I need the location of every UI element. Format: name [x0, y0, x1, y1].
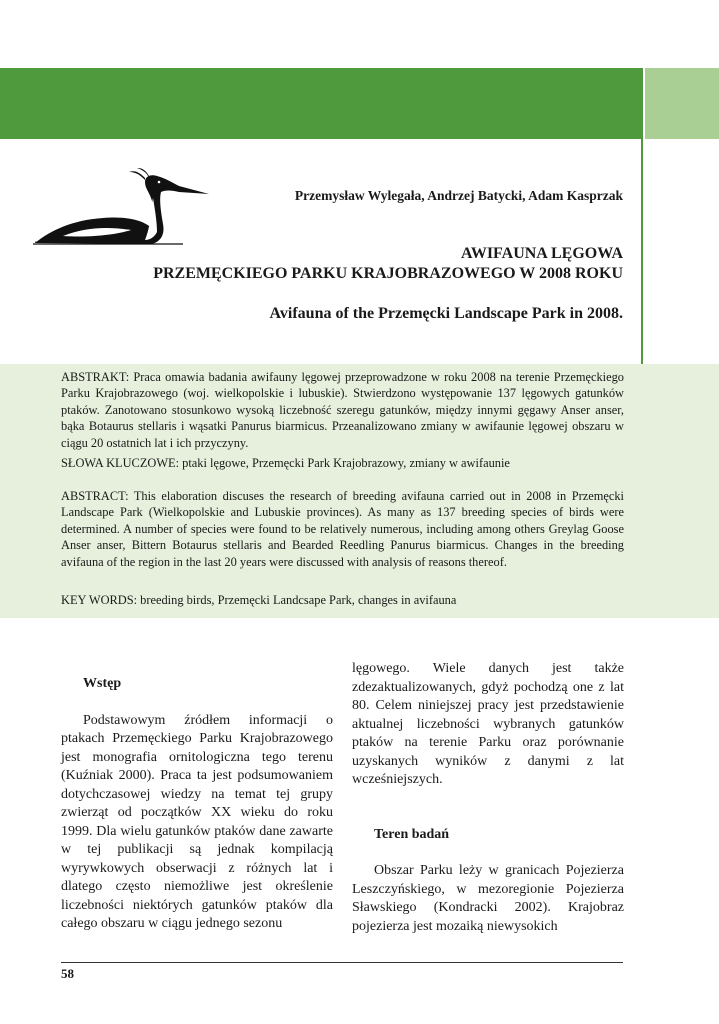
- keywords-english: KEY WORDS: breeding birds, Przemęcki Landcsape Park, changes in avifauna: [61, 593, 457, 607]
- body-column-left: [61, 660, 333, 934]
- body-column-right: [352, 660, 624, 936]
- journal-name: Przegląd Przyrodniczy: [433, 162, 547, 176]
- study-area-paragraph: Obszar Parku leży w granicach Pojezierza Leszczyńskiego, w mezoregionie Pojezierza Sławskiego (Kondracki 2002). Krajobraz pojezierza jest mozaiką niewysokich: [352, 863, 624, 934]
- footer-rule: [61, 962, 623, 963]
- page-number: 58: [61, 966, 74, 981]
- keywords-polish: SŁOWA KLUCZOWE: ptaki lęgowe, Przemęcki Park Krajobrazowy, zmiany w awifaunie: [61, 456, 510, 470]
- header-tab: [645, 68, 719, 139]
- section-heading-study-area: Teren badań: [374, 826, 450, 842]
- abstract-english: ABSTRACT: This elaboration discuses the research of breeding avifauna carried out in 2008 in Przemęcki Landscape Park (Wielkopolskie and Lubuskie provinces). As many as 137 breeding species of birds were determined. A number of species were found to be relatively numerous, including among others Greylag Goose Anser anser, Bittern Botaurus stellaris and Bearded Reedling Panurus biarmicus. Changes in the breeding avifauna of the region in the last 20 years were discussed with analysis of reasons thereof.: [61, 489, 624, 569]
- header-band: [0, 68, 643, 192]
- title-polish-line1: AWIFAUNA LĘGOWA: [461, 245, 623, 262]
- title-polish: [63, 244, 623, 284]
- intro-paragraph-continued: lęgowego. Wiele danych jest także zdezaktualizowanych, gdyż pochodzą one z lat 80. Celem niniejszej pracy jest przedstawienie aktualnej liczebności wybranych gatunków ptaków na terenie Parku oraz porównanie uzyskanych wyników z danymi z lat wcześniejszych.: [352, 661, 624, 787]
- authors: Przemysław Wylegała, Andrzej Batycki, Adam Kasprzak: [294, 188, 623, 203]
- margin-rule: [641, 139, 643, 364]
- title-polish-line2: PRZEMĘCKIEGO PARKU KRAJOBRAZOWEGO W 2008 ROKU: [153, 265, 623, 282]
- title-english: Avifauna of the Przemęcki Landscape Park in 2008.: [269, 305, 623, 322]
- section-heading-intro: Wstęp: [83, 676, 122, 691]
- grebe-bird-icon: [33, 168, 211, 248]
- abstract-box: [0, 364, 719, 618]
- journal-issue: XXI, 3 (2010): 58-68: [440, 178, 547, 192]
- intro-paragraph: Podstawowym źródłem informacji o ptakach Przemęckiego Parku Krajobrazowego jest monografia ornitologiczna tego terenu (Kuźniak 2000). Praca ta jest podsumowaniem dotychczasowej wiedzy na temat tej grupy zwierząt od początków XX wieku do roku 1999. Dla wielu gatunków ptaków dane zawarte w tej publikacji są jednak kompilacją wyrywkowych obserwacji z różnych lat i dlatego często niemożliwe jest określenie liczebności niektórych gatunków ptaków dla całego obszaru w ciągu jednego sezonu: [61, 712, 333, 931]
- abstract-polish: ABSTRAKT: Praca omawia badania awifauny lęgowej przeprowadzone w roku 2008 na terenie Przemęckiego Parku Krajobrazowego (woj. wielkopolskie i lubuskie). Stwierdzono występowanie 137 lęgowych gatunków ptaków. Zanotowano stosunkowo wysoką liczebność szeregu gatunków, między innymi gęgawy Anser anser, bąka Botaurus stellaris i wąsatki Panurus biarmicus. Przeanalizowano zmiany w awifaunie lęgowej obszaru w ciągu 20 ostatnich lat i ich przyczyny.: [61, 370, 624, 450]
